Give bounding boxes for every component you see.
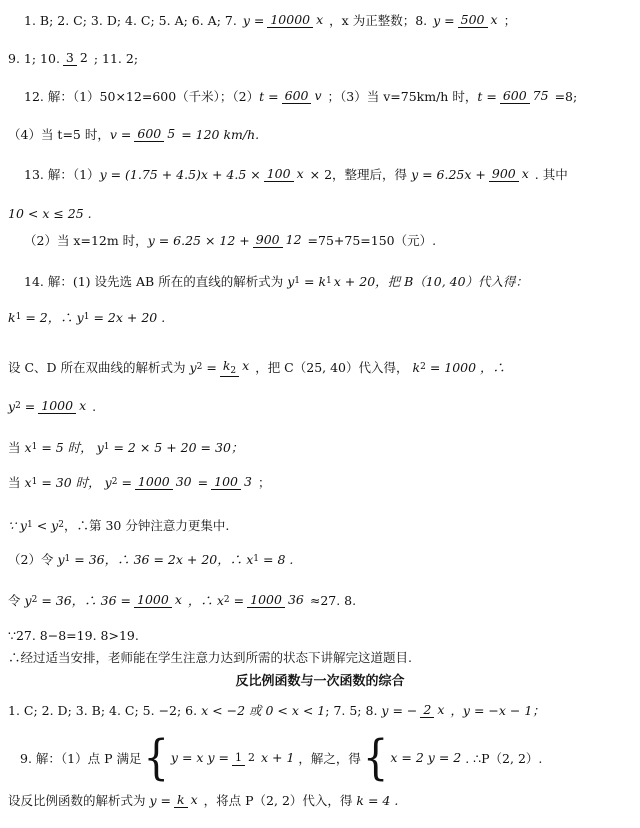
fraction: 900 12	[253, 232, 305, 248]
math-text: y =	[433, 12, 455, 28]
line-13: 当 x 1 = 30 时， y 2 = 1000 30 = 100 3 ；	[8, 474, 271, 490]
fraction: 1000 36	[247, 592, 307, 608]
line-16: 令 y 2 = 36，∴ 36 = 1000 x ，∴ x 2 = 1000 36 ≈27. 8.	[8, 592, 357, 608]
answer-text: ；	[503, 12, 517, 28]
answer-text: 设 C、D 所在双曲线的解析式为	[8, 360, 186, 376]
line-17: ∵27. 8−8=19. 8>19.	[8, 628, 139, 643]
fraction: 600 5	[134, 126, 178, 142]
fraction: 1 2	[232, 750, 258, 766]
math-text: y = 6.25x +	[411, 166, 486, 182]
fraction: k2 x	[220, 358, 252, 377]
fraction: 600 v	[282, 88, 325, 104]
fraction: 1000 x	[38, 398, 89, 414]
answer-text: （2）当 x=12m 时，	[24, 232, 148, 248]
section-title: 反比例函数与一次函数的综合	[235, 674, 405, 689]
fraction: 1000 30	[135, 474, 195, 490]
answer-text: 12. 解：（1）50×12=600（千米）；（2）	[24, 88, 260, 104]
line-20: 1. C; 2. D; 3. B; 4. C; 5. −2; 6. x < −2 或 0 < x < 1 ; 7. 5; 8. y = − 2 x ，y = −x − 1；	[8, 702, 545, 718]
line-14: ∵ y 1 < y 2 ，∴第 30 分钟注意力更集中.	[8, 518, 230, 533]
line-11: y 2 = 1000 x .	[8, 398, 97, 414]
fraction: 500 x	[458, 12, 501, 28]
math-text: = 120 km/h.	[181, 126, 260, 142]
line-15: （2）令 y 1 = 36，∴ 36 = 2x + 20，∴ x 1 = 8 .	[8, 552, 294, 567]
solution-system: x = 2 y = 2	[390, 749, 462, 765]
answer-text: 14. 解：(1) 设先选 AB 所在的直线的解析式为	[24, 274, 284, 289]
line-1	[24, 12, 640, 28]
line-10: 设 C、D 所在双曲线的解析式为 y 2 = k2 x ，把 C（25, 40）代入得， k 2 = 1000 ，∴	[8, 358, 506, 376]
answer-text: × 2，整理后，得	[309, 166, 408, 182]
answer-text: 9. 1; 10.	[8, 50, 60, 66]
fraction: 900 x	[489, 166, 532, 182]
answer-text: ，x 为正整数；8.	[329, 12, 428, 28]
line-7	[24, 232, 640, 248]
line-21: 9. 解：（1）点 P 满足 { y = x y = 1 2 x + 1 ，解之，得 { x = 2 y = 2 . ∴P（2, 2）.	[20, 730, 543, 786]
left-brace: {	[362, 730, 389, 786]
line-4	[8, 126, 640, 142]
fraction: 600 75	[500, 88, 552, 104]
fraction: 3 2	[63, 50, 91, 66]
line-22: 设反比例函数的解析式为 y = k x ，将点 P（2, 2）代入，得 k = 4 .	[8, 792, 399, 808]
math-text: y =	[242, 12, 265, 28]
equation-system: y = x y = 1 2 x + 1	[170, 749, 295, 765]
line-12: 当 x 1 = 5 时， y 1 = 2 × 5 + 20 = 30；	[8, 440, 244, 455]
answer-text: 1. B; 2. C; 3. D; 4. C; 5. A; 6. A; 7.	[24, 12, 237, 28]
answer-text: . 其中	[534, 166, 568, 182]
math-text: y = (1.75 + 4.5)x + 4.5 ×	[99, 166, 261, 182]
math-text: t =	[259, 88, 279, 104]
left-brace: {	[143, 730, 169, 786]
line-9: k 1 = 2，∴ y 1 = 2x + 20 .	[8, 310, 166, 325]
line-6	[8, 206, 640, 221]
line-5	[24, 166, 640, 182]
line-18: ∴经过适当安排，老师能在学生注意力达到所需的状态下讲解完这道题目.	[8, 650, 412, 665]
math-text: 10 < x ≤ 25 .	[8, 206, 92, 221]
fraction: k x	[174, 792, 201, 808]
fraction: 1000 x	[134, 592, 185, 608]
answer-text: 13. 解：（1）	[24, 166, 100, 182]
fraction: 10000 x	[267, 12, 326, 28]
fraction: 2 x	[420, 702, 447, 718]
math-text: v =	[109, 126, 132, 142]
answer-text: （4）当 t=5 时，	[8, 126, 110, 142]
answer-text: ，把 C（25, 40）代入得，	[255, 360, 409, 376]
line-3	[24, 88, 640, 104]
answer-text: ；（3）当 v=75km/h 时，	[327, 88, 478, 104]
line-2	[8, 50, 640, 66]
math-text: t =	[477, 88, 497, 104]
line-8: 14. 解：(1) 设先选 AB 所在的直线的解析式为 y 1 = k 1 x + 20，把 B（10, 40）代入得：	[24, 274, 529, 289]
answer-text: =75+75=150（元）.	[307, 232, 437, 248]
answer-text: =8;	[554, 88, 578, 104]
fraction: 100 3	[211, 474, 255, 490]
math-text: y = 6.25 × 12 +	[147, 232, 250, 248]
answer-text: ; 11. 2;	[93, 50, 139, 66]
fraction: 100 x	[264, 166, 307, 182]
